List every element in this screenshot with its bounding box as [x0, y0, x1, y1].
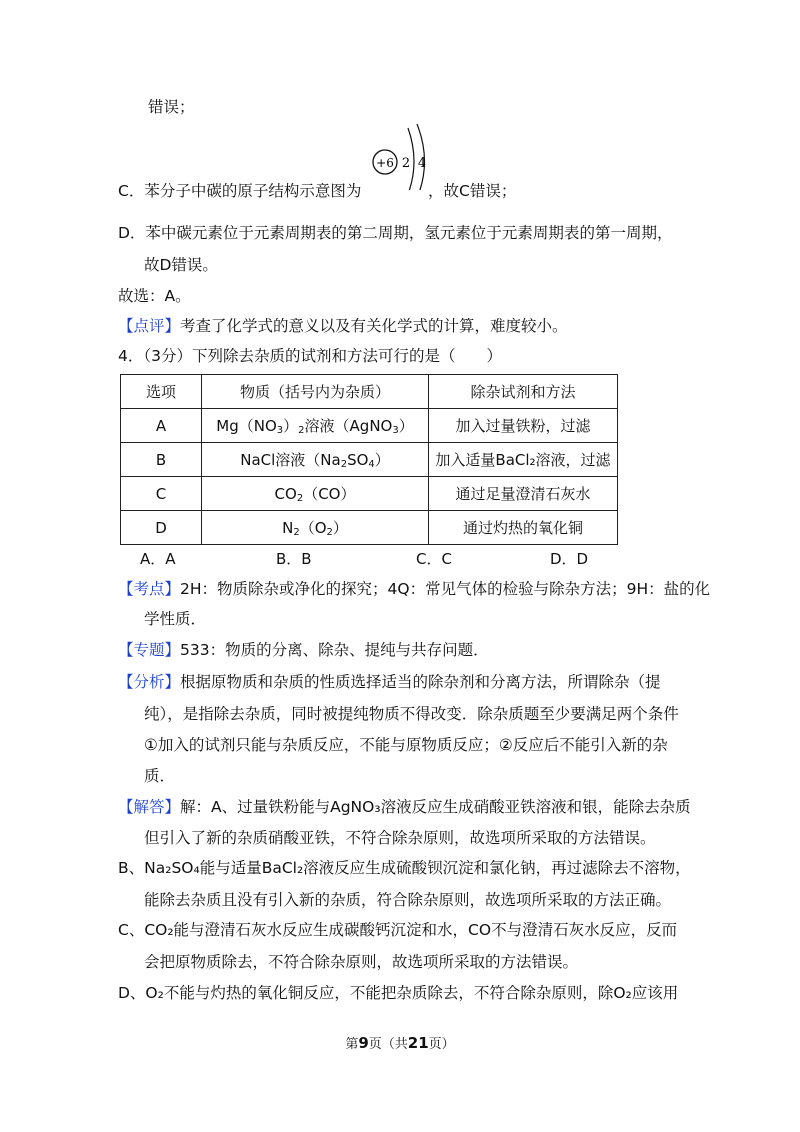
fenxi-text: 根据原物质和杂质的性质选择适当的除杂剂和分离方法，所谓除杂（提 [180, 673, 661, 691]
jieda-line [118, 796, 691, 818]
text-line: D．苯中碳元素位于元素周期表的第二周期，氢元素位于元素周期表的第一周期， [118, 224, 673, 242]
impurity-removal-table [120, 374, 618, 545]
option-d: D．D [550, 550, 589, 568]
text-line: 纯），是指除去杂质，同时被提纯物质不得改变．除杂质题至少要满足两个条件 [144, 705, 679, 723]
table-row [121, 443, 618, 477]
table-row [121, 511, 618, 545]
footer-text: 页） [428, 1037, 455, 1052]
fenxi-line [118, 671, 661, 693]
table-cell: NaCl溶液$(Na_2SO_4)$ [202, 443, 429, 477]
text-line: 质． [144, 767, 176, 785]
page-footer [0, 1033, 800, 1052]
page-total: 21 [407, 1034, 429, 1052]
table-row [121, 409, 618, 443]
text-line: 能除去杂质且没有引入新的杂质，符合除杂原则，故选项所采取的方法正确。 [144, 891, 672, 909]
zhuanti-text: 533：物质的分离、除杂、提纯与共存问题． [180, 641, 489, 659]
page-number: 9 [358, 1034, 369, 1052]
table-cell: B [121, 443, 202, 477]
text-line: ①加入的试剂只能与杂质反应，不能与原物质反应；②反应后不能引入新的杂 [144, 736, 668, 754]
text-line: 错误； [148, 98, 195, 116]
table-cell: 加入适量BaCl₂溶液，过滤 [429, 443, 618, 477]
table-cell: C [121, 477, 202, 511]
text-line: 故选：A。 [118, 287, 191, 305]
table-cell: 通过灼热的氧化铜 [429, 511, 618, 545]
kaodian-tag: 【考点】 [118, 580, 181, 598]
jieda-text: 解：A、过量铁粉能与AgNO₃溶液反应生成硝酸亚铁溶液和银，能除去杂质 [180, 798, 691, 816]
table-header: 物质（括号内为杂质） [202, 375, 429, 409]
option-a: A．A [140, 550, 176, 568]
zhuanti-line [118, 639, 489, 661]
table-header: 选项 [121, 375, 202, 409]
question-4: 4．（3分）下列除去杂质的试剂和方法可行的是（ ） [118, 347, 502, 365]
review-text: 考查了化学式的意义以及有关化学式的计算，难度较小。 [180, 317, 568, 335]
text-line: 故D错误。 [144, 256, 218, 274]
footer-text: 第 [345, 1037, 359, 1052]
kaodian-line [118, 578, 710, 600]
fenxi-tag: 【分析】 [118, 673, 181, 691]
nucleus-charge: +6 [376, 156, 394, 170]
option-b: B．B [276, 550, 312, 568]
shell-1-electrons: 2 [401, 156, 411, 171]
option-c: C．C [416, 550, 452, 568]
text-line: C．苯分子中碳的原子结构示意图为 [118, 182, 362, 200]
table-cell: $N_2(O_2)$ [202, 511, 429, 545]
text-line: ，故C错误； [428, 182, 517, 200]
table-header-row [121, 375, 618, 409]
table-cell: $Mg(NO_3)_2$溶液（AgNO$_3$） [202, 409, 429, 443]
review-tag: 【点评】 [118, 317, 181, 335]
jieda-tag: 【解答】 [118, 798, 181, 816]
text-line: C、CO₂能与澄清石灰水反应生成碳酸钙沉淀和水，CO不与澄清石灰水反应，反而 [118, 921, 678, 939]
text-line: 会把原物质除去，不符合除杂原则，故选项所采取的方法错误。 [144, 953, 579, 971]
kaodian-text: 2H：物质除杂或净化的探究；4Q：常见气体的检验与除杂方法；9H：盐的化 [180, 580, 711, 598]
table-cell: $CO_2(CO)$ [202, 477, 429, 511]
table-cell: D [121, 511, 202, 545]
text-line: B、Na₂SO₄能与适量BaCl₂溶液反应生成硫酸钡沉淀和氯化钠，再过滤除去不溶物， [118, 859, 691, 877]
text-line: 但引入了新的杂质硝酸亚铁，不符合除杂原则，故选项所采取的方法错误。 [144, 829, 656, 847]
text-line: 学性质． [144, 610, 207, 628]
review-line [118, 315, 568, 337]
table-row [121, 477, 618, 511]
table-cell: A [121, 409, 202, 443]
text-line: D、O₂不能与灼热的氧化铜反应，不能把杂质除去，不符合除杂原则，除O₂应该用 [118, 984, 679, 1002]
zhuanti-tag: 【专题】 [118, 641, 181, 659]
table-cell: 加入过量铁粉，过滤 [429, 409, 618, 443]
shell-2-electrons: 4 [417, 156, 427, 171]
footer-text: 页（共 [368, 1037, 408, 1052]
table-cell: 通过足量澄清石灰水 [429, 477, 618, 511]
table-header: 除杂试剂和方法 [429, 375, 618, 409]
